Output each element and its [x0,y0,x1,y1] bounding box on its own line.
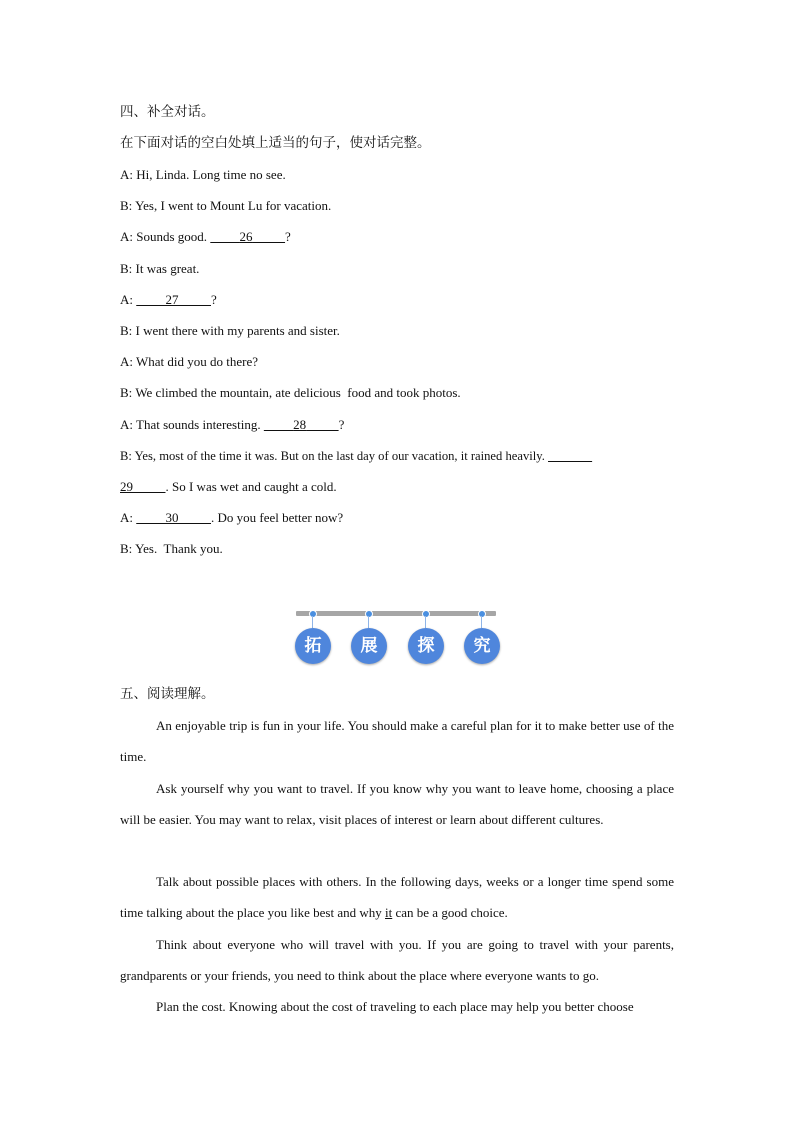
speaker: B: [120,323,133,338]
speaker: B: [120,385,133,400]
end-punctuation: ? [211,292,217,307]
answer-blank[interactable] [120,479,166,494]
banner-node [351,608,387,666]
dialogue-text: . So I was wet and caught a cold. [165,479,337,494]
dialogue-text: I went there with my parents and sister. [135,323,340,338]
banner-dot [478,610,486,618]
reading-paragraph-5: Plan the cost. Knowing about the cost of traveling to each place may help you better choose [156,999,634,1014]
dialogue-line-11 [120,479,337,495]
dialogue-line-5 [120,292,217,308]
speaker: A: [120,510,133,525]
answer-blank-start[interactable] [548,449,592,463]
speaker: A: [120,167,133,182]
dialogue-text: . Do you feel better now? [211,510,344,525]
reading-paragraph-1: An enjoyable trip is fun in your life. You should make a careful plan for it to make better use of the time. [120,718,674,765]
dialogue-line-3 [120,229,291,245]
paragraph-text: can be a good choice. [392,905,508,921]
section4-heading: 四、补全对话。 [120,104,215,120]
dialogue-line-2 [120,198,331,214]
banner-char: 究 [464,628,500,664]
banner-dot [309,610,317,618]
dialogue-line-13 [120,541,223,557]
section5-heading: 五、阅读理解。 [120,686,215,702]
banner-node [464,608,500,666]
answer-blank[interactable] [264,417,339,432]
dialogue-line-7 [120,354,258,370]
reading-paragraph-2: Ask yourself why you want to travel. If you know why you want to leave home, choosing a place will be easier. You may want to relax, visit places of interest or learn about different cultures. [120,781,674,828]
speaker: A: [120,292,133,307]
reading-paragraph-3 [120,866,674,928]
extension-banner [296,608,498,668]
dialogue-line-4 [120,261,199,277]
blank-number: 27 [165,292,179,307]
banner-stem [368,616,369,628]
dialogue-line-6 [120,323,340,339]
dialogue-text: Hi, Linda. Long time no see. [136,167,286,182]
end-punctuation: ? [338,417,345,432]
dialogue-text: It was great. [135,261,200,276]
speaker: B: [120,449,132,463]
banner-char: 展 [351,628,387,664]
dialogue-line-8 [120,385,461,401]
banner-node [295,608,331,666]
dialogue-line-10 [120,448,592,464]
end-punctuation: ? [285,229,291,244]
speaker: A: [120,229,133,244]
reading-paragraph-4: Think about everyone who will travel with you. If you are going to travel with your parents, grandparents or your friends, you need to think about the place where everyone wants to go. [120,937,674,984]
dialogue-text: Sounds good. [136,229,208,244]
blank-number: 26 [239,229,253,244]
banner-dot [365,610,373,618]
banner-char: 拓 [295,628,331,664]
banner-dot [422,610,430,618]
banner-stem [481,616,482,628]
underlined-word: it [385,905,393,921]
blank-number: 28 [293,417,307,432]
dialogue-line-9 [120,417,344,433]
blank-number: 30 [165,510,179,525]
dialogue-line-1 [120,167,286,183]
speaker: A: [120,417,133,432]
speaker: B: [120,261,133,276]
banner-char: 探 [408,628,444,664]
speaker: A: [120,354,133,369]
answer-blank[interactable] [136,292,211,307]
banner-stem [312,616,313,628]
speaker: B: [120,198,133,213]
section4-instruction: 在下面对话的空白处填上适当的句子，使对话完整。 [120,135,431,151]
dialogue-text: Yes. Thank you. [135,541,223,556]
dialogue-text: Yes, I went to Mount Lu for vacation. [135,198,332,213]
banner-node [408,608,444,666]
speaker: B: [120,541,133,556]
dialogue-line-12 [120,510,343,526]
dialogue-text: We climbed the mountain, ate delicious food and took photos. [135,385,461,400]
answer-blank[interactable] [136,510,211,525]
dialogue-text: That sounds interesting. [136,417,261,432]
banner-stem [425,616,426,628]
answer-blank[interactable] [210,229,285,244]
blank-number: 29 [120,479,133,494]
dialogue-text: What did you do there? [136,354,259,369]
dialogue-text: Yes, most of the time it was. But on the last day of our vacation, it rained heavily. [134,449,545,463]
paragraph-text: Talk about possible places with others. In the following days, weeks or a longer time spend some time talking about the place you like best and why [120,874,674,921]
